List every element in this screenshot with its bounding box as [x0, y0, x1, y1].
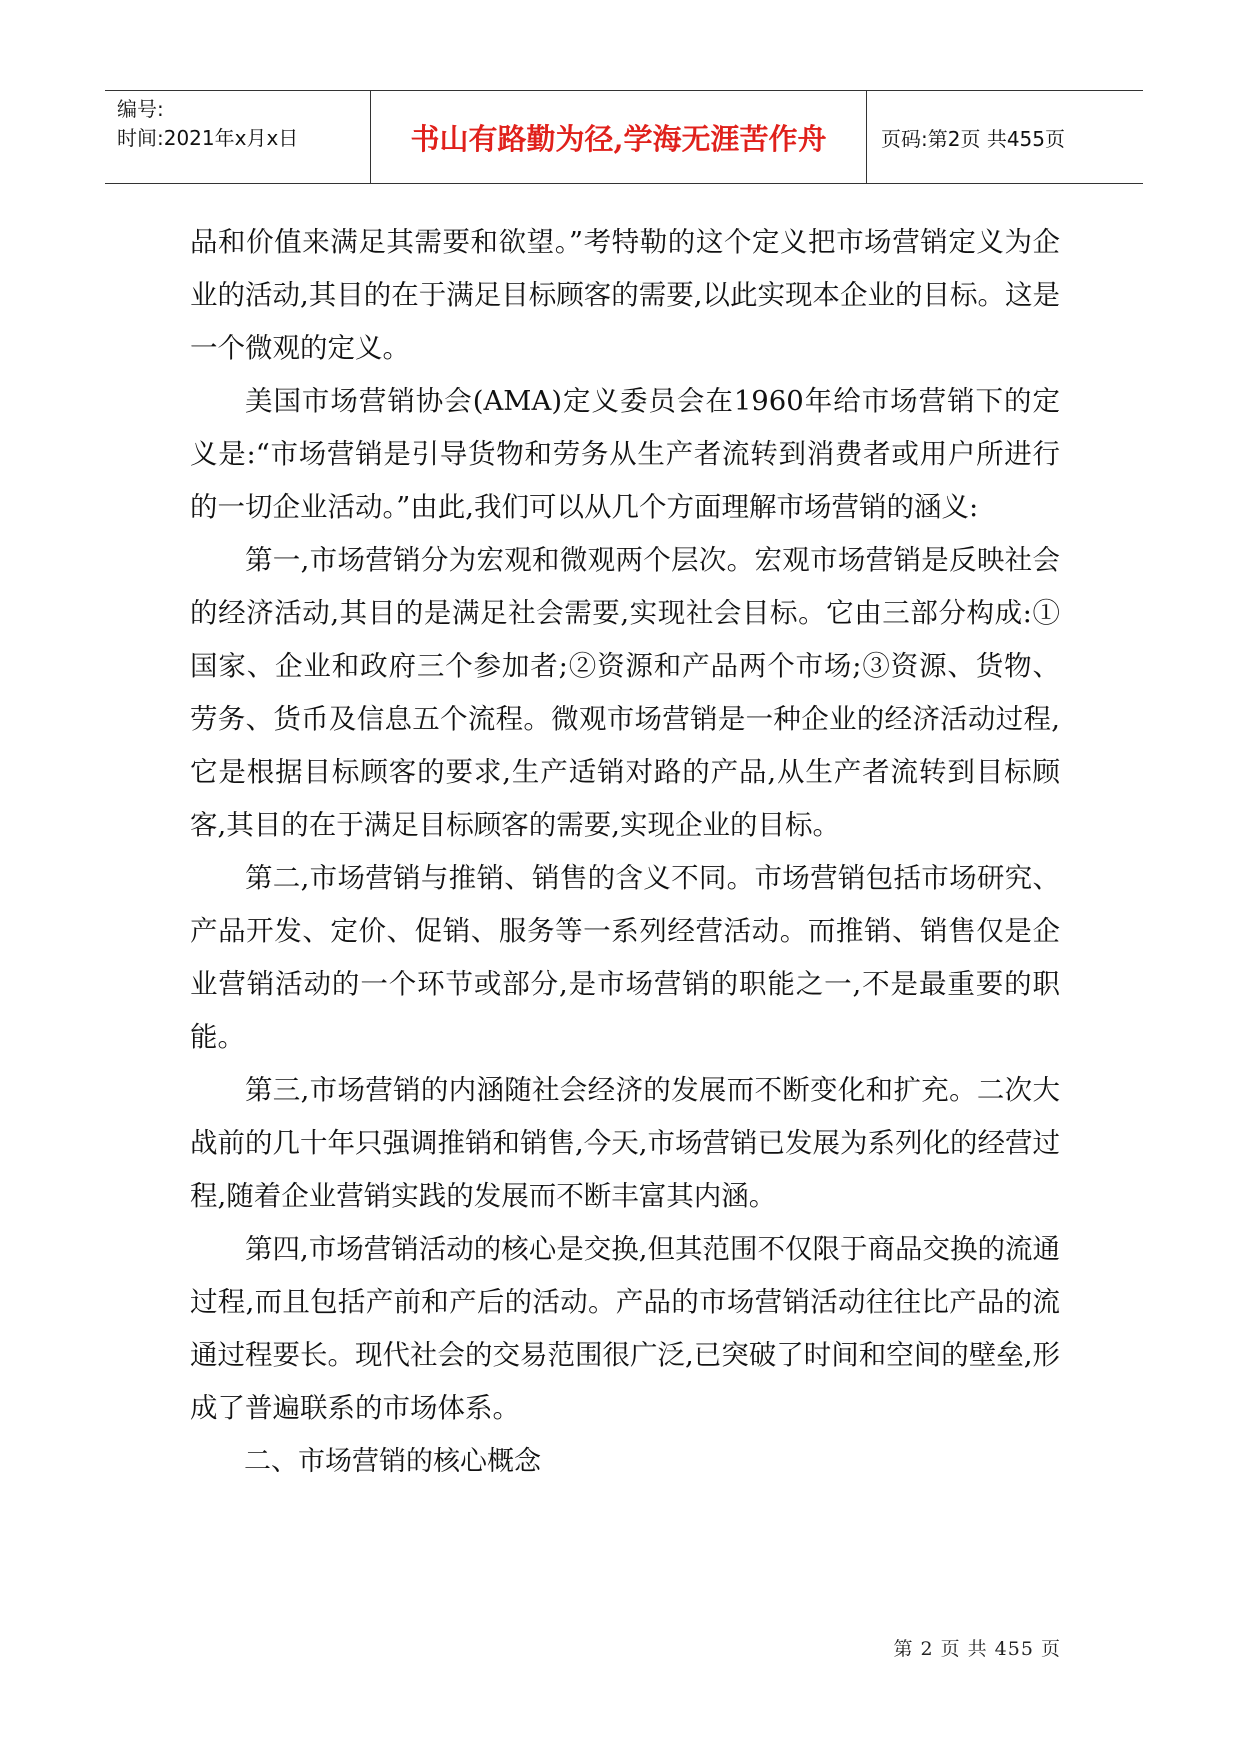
number-label: 编号: [117, 97, 164, 121]
paragraph: 第三,市场营销的内涵随社会经济的发展而不断变化和扩充。二次大战前的几十年只强调推销和销售,今天,市场营销已发展为系列化的经营过程,随着企业营销实践的发展而不断丰富其内涵。 [190, 1074, 1060, 1212]
paragraph: 第一,市场营销分为宏观和微观两个层次。宏观市场营销是反映社会的经济活动,其目的是满足社会需要,实现社会目标。它由三部分构成:①国家、企业和政府三个参加者;②资源和产品两个市场;③资源、货物、劳务、货币及信息五个流程。微观市场营销是一种企业的经济活动过程,它是根据目标顾客的要求,生产适销对路的产品,从生产者流转到目标顾客,其目的在于满足目标顾客的需要,实现企业的目标。 [190, 544, 1060, 841]
section-heading: 二、市场营销的核心概念 [244, 1446, 541, 1477]
page-footer: 第 2 页 共 455 页 [893, 1638, 1061, 1660]
header-page-info: 页码:第2页 共455页 [881, 126, 1065, 151]
time-label: 时间:2021年x月x日 [117, 126, 299, 150]
header-meta [105, 91, 371, 183]
header-motto: 书山有路勤为径,学海无涯苦作舟 [371, 91, 867, 183]
paragraph: 第二,市场营销与推销、销售的含义不同。市场营销包括市场研究、产品开发、定价、促销、服务等一系列经营活动。而推销、销售仅是企业营销活动的一个环节或部分,是市场营销的职能之一,不是最重要的职能。 [190, 862, 1060, 1053]
paragraph: 美国市场营销协会(AMA)定义委员会在1960年给市场营销下的定义是:“市场营销是引导货物和劳务从生产者流转到消费者或用户所进行的一切企业活动。”由此,我们可以从几个方面理解市场营销的涵义: [190, 385, 1060, 523]
document-body [190, 216, 1060, 1488]
paragraph: 品和价值来满足其需要和欲望。”考特勒的这个定义把市场营销定义为企业的活动,其目的在于满足目标顾客的需要,以此实现本企业的目标。这是一个微观的定义。 [190, 226, 1060, 364]
page-header [105, 90, 1143, 184]
paragraph: 第四,市场营销活动的核心是交换,但其范围不仅限于商品交换的流通过程,而且包括产前和产后的活动。产品的市场营销活动往往比产品的流通过程要长。现代社会的交易范围很广泛,已突破了时间和空间的壁垒,形成了普遍联系的市场体系。 [190, 1233, 1060, 1424]
